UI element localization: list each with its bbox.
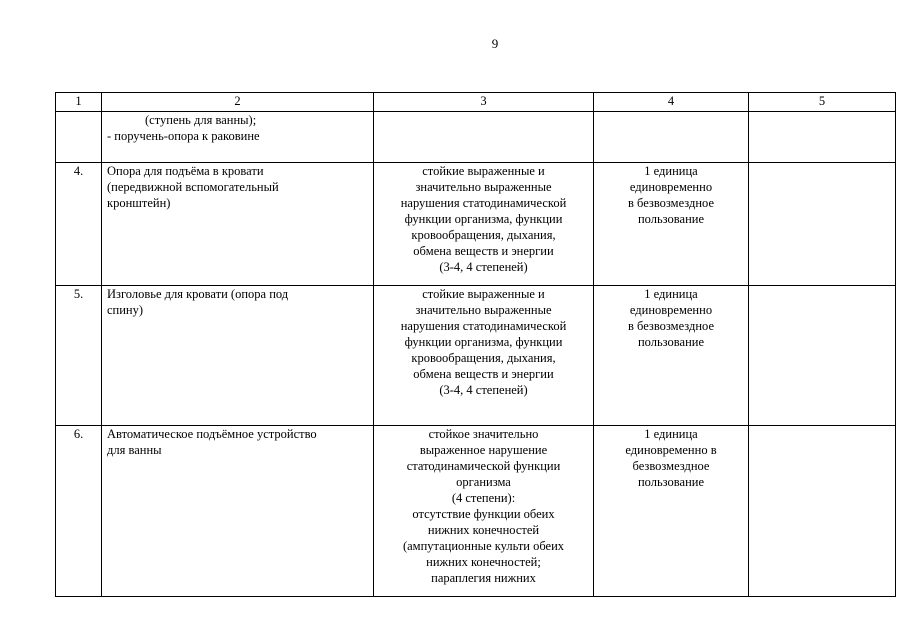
item-name-line: (ступень для ванны); (145, 113, 257, 127)
row-number: 6. (56, 426, 102, 597)
item-name-line: - поручень-опора к раковине (107, 129, 260, 143)
medical-indications (374, 112, 594, 163)
column-header-1: 1 (56, 93, 102, 112)
row-number: 5. (56, 286, 102, 426)
quantity: 1 единица единовременно в безвозмездное пользование (594, 163, 749, 286)
column-header-3: 3 (374, 93, 594, 112)
table-row-continuation (56, 112, 896, 163)
medical-indications: стойкие выраженные и значительно выраженные нарушения статодинамической функции организма, функции кровообращения, дыхания, обмена веществ и энергии (3-4, 4 степеней) (374, 163, 594, 286)
column-5-cell (749, 112, 896, 163)
row-number (56, 112, 102, 163)
table-row (56, 286, 896, 426)
quantity: 1 единица единовременно в безвозмездное пользование (594, 426, 749, 597)
medical-indications: стойкое значительно выраженное нарушение статодинамической функции организма (4 степени): отсутствие функции обеих нижних конечностей (ампутационные культи обеих нижних конечностей; параплегия нижних (374, 426, 594, 597)
item-name: Изголовье для кровати (опора под спину) (102, 286, 374, 426)
column-5-cell (749, 163, 896, 286)
item-name (102, 112, 374, 163)
quantity: 1 единица единовременно в безвозмездное пользование (594, 286, 749, 426)
row-number: 4. (56, 163, 102, 286)
column-5-cell (749, 286, 896, 426)
column-header-2: 2 (102, 93, 374, 112)
column-header-5: 5 (749, 93, 896, 112)
column-header-4: 4 (594, 93, 749, 112)
table-row (56, 426, 896, 597)
table-header-row (56, 93, 896, 112)
item-name: Опора для подъёма в кровати (передвижной вспомогательный кронштейн) (102, 163, 374, 286)
quantity (594, 112, 749, 163)
table-row (56, 163, 896, 286)
item-name: Автоматическое подъёмное устройство для ванны (102, 426, 374, 597)
page-number: 9 (491, 36, 499, 51)
column-5-cell (749, 426, 896, 597)
medical-indications: стойкие выраженные и значительно выраженные нарушения статодинамической функции организма, функции кровообращения, дыхания, обмена веществ и энергии (3-4, 4 степеней) (374, 286, 594, 426)
document-table (55, 92, 896, 597)
